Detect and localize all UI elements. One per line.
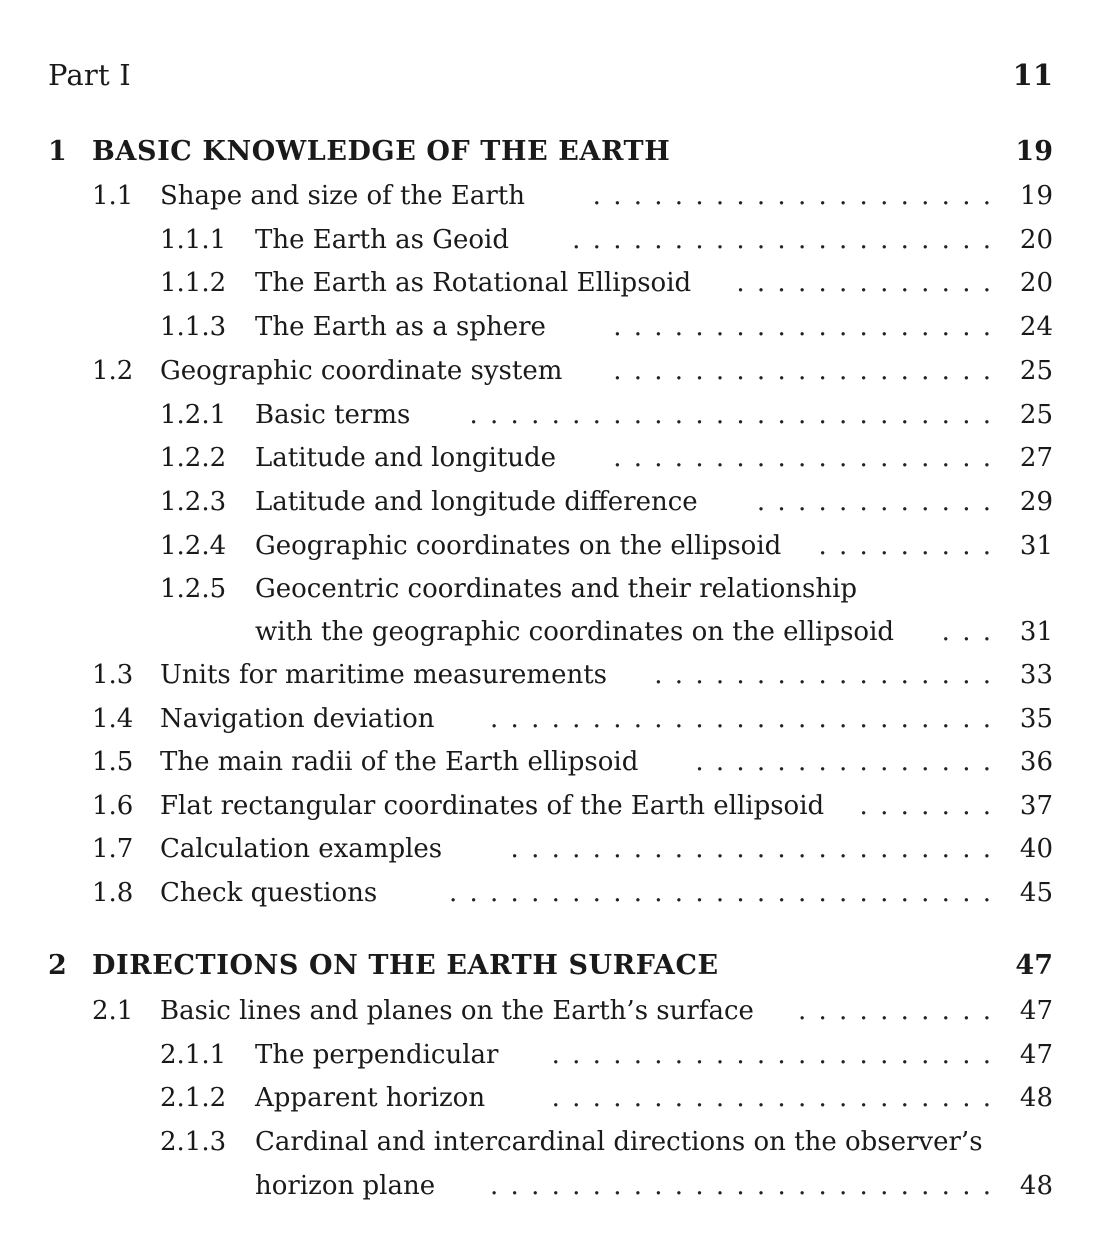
toc-entry-subsection[interactable] [0, 1122, 1109, 1162]
toc-entry-title: DIRECTIONS ON THE EARTH SURFACE [92, 950, 719, 981]
toc-entry-section[interactable] [0, 991, 1109, 1031]
toc-entry-page-number: 47 [1019, 1040, 1053, 1070]
toc-entry-page-number: 25 [1019, 400, 1053, 430]
toc-entry-number: 1.2 [92, 356, 134, 386]
dot-leader: . . . . . . . . . . . . . . . . . . . . . [572, 225, 991, 255]
toc-entry-page-number: 31 [1019, 531, 1053, 561]
dot-leader: . . . . . . . . . . [797, 996, 991, 1026]
toc-entry-title: with the geographic coordinates on the ellipsoid [255, 617, 895, 647]
toc-entry-subsection[interactable] [0, 1078, 1109, 1118]
dot-leader: . . . . . . . . . . . . . . . . . . . . . . . . . . [469, 400, 991, 430]
toc-entry-title: The Earth as Geoid [255, 225, 509, 255]
toc-entry-title: Flat rectangular coordinates of the Earth ellipsoid [160, 791, 825, 821]
toc-entry-title: Shape and size of the Earth [160, 181, 526, 211]
toc-entry-page-number: 24 [1019, 312, 1053, 342]
toc-entry-page-number: 25 [1019, 356, 1053, 386]
toc-entry-page-number: 47 [1019, 996, 1053, 1026]
dot-leader: . . . [941, 617, 991, 647]
toc-entry-title: The Earth as Rotational Ellipsoid [255, 268, 692, 298]
toc-entry-page-number: 36 [1019, 747, 1053, 777]
dot-leader: . . . . . . . . . . . . . . . . . . . [613, 356, 991, 386]
toc-entry-number: 2.1.3 [160, 1127, 227, 1157]
toc-entry-section[interactable] [0, 742, 1109, 782]
toc-entry-title: Latitude and longitude [255, 443, 557, 473]
toc-entry-number: 1.1.3 [160, 312, 227, 342]
toc-entry-number: 1.2.5 [160, 574, 227, 604]
toc-entry-title: Apparent horizon [255, 1083, 486, 1113]
toc-entry-number: 1.2.2 [160, 443, 227, 473]
toc-entry-number: 1.1 [92, 181, 134, 211]
toc-entry-number: 2.1.1 [160, 1040, 227, 1070]
toc-entry-chapter[interactable] [0, 132, 1109, 172]
toc-entry-section[interactable] [0, 351, 1109, 391]
toc-entry-title: Calculation examples [160, 834, 443, 864]
toc-entry-number: 1.4 [92, 704, 134, 734]
toc-entry-number: 1.7 [92, 834, 134, 864]
toc-entry-subsection[interactable] [0, 526, 1109, 566]
toc-entry-page-number: 37 [1019, 791, 1053, 821]
dot-leader: . . . . . . . . . . . . . . . [695, 747, 991, 777]
toc-entry-cont[interactable] [0, 612, 1109, 652]
toc-entry-title: The perpendicular [255, 1040, 499, 1070]
toc-entry-number: 1.5 [92, 747, 134, 777]
dot-leader: . . . . . . . . . . . . . . . . . . . . [592, 181, 991, 211]
toc-entry-title: The Earth as a sphere [255, 312, 546, 342]
toc-entry-subsection[interactable] [0, 1035, 1109, 1075]
dot-leader: . . . . . . . . . . . . [756, 487, 991, 517]
part-title: Part I [48, 58, 131, 92]
toc-entry-number: 1.2.4 [160, 531, 227, 561]
toc-entry-title: Units for maritime measurements [160, 660, 607, 690]
toc-entry-title: Latitude and longitude difference [255, 487, 698, 517]
toc-entry-subsection[interactable] [0, 263, 1109, 303]
toc-entry-number: 1.1.1 [160, 225, 227, 255]
toc-entry-chapter[interactable] [0, 946, 1109, 986]
toc-entry-page-number: 20 [1019, 268, 1053, 298]
toc-entry-page-number: 47 [1015, 950, 1053, 981]
dot-leader: . . . . . . . . . . . . . [736, 268, 991, 298]
toc-entry-section[interactable] [0, 176, 1109, 216]
toc-entry-page-number: 33 [1019, 660, 1053, 690]
toc-entry-number: 2.1 [92, 996, 134, 1026]
toc-entry-page-number: 29 [1019, 487, 1053, 517]
toc-entry-subsection[interactable] [0, 395, 1109, 435]
toc-entry-number: 1.3 [92, 660, 134, 690]
toc-entry-number: 1.2.3 [160, 487, 227, 517]
toc-entry-subsection[interactable] [0, 482, 1109, 522]
dot-leader: . . . . . . . . . [818, 531, 991, 561]
dot-leader: . . . . . . . . . . . . . . . . . . . . . . . . . . . [448, 878, 991, 908]
toc-entry-subsection[interactable] [0, 220, 1109, 260]
toc-entry-subsection[interactable] [0, 307, 1109, 347]
dot-leader: . . . . . . . . . . . . . . . . . . . . . . . . . [490, 1171, 991, 1201]
toc-entry-subsection[interactable] [0, 438, 1109, 478]
dot-leader: . . . . . . . . . . . . . . . . . . . . . . [551, 1083, 991, 1113]
toc-entry-number: 1.2.1 [160, 400, 227, 430]
toc-entry-page-number: 27 [1019, 443, 1053, 473]
toc-entry-number: 1.6 [92, 791, 134, 821]
toc-entry-title: Geographic coordinate system [160, 356, 563, 386]
toc-entry-section[interactable] [0, 786, 1109, 826]
toc-entry-title: Geocentric coordinates and their relationship [255, 574, 858, 604]
toc-entry-page-number: 45 [1019, 878, 1053, 908]
toc-entry-title: The main radii of the Earth ellipsoid [160, 747, 639, 777]
toc-entry-title: Check questions [160, 878, 378, 908]
toc-entry-number: 2 [48, 950, 67, 981]
toc-entry-title: Basic lines and planes on the Earth’s surface [160, 996, 754, 1026]
toc-entry-title: horizon plane [255, 1171, 436, 1201]
dot-leader: . . . . . . . . . . . . . . . . . . . . . . . . . [490, 704, 991, 734]
toc-entry-page-number: 40 [1019, 834, 1053, 864]
toc-entry-section[interactable] [0, 655, 1109, 695]
toc-entry-section[interactable] [0, 873, 1109, 913]
part-page-number: 11 [1012, 58, 1053, 92]
dot-leader: . . . . . . . [859, 791, 991, 821]
toc-entry-title: Geographic coordinates on the ellipsoid [255, 531, 782, 561]
toc-entry-page-number: 31 [1019, 617, 1053, 647]
dot-leader: . . . . . . . . . . . . . . . . . . . [613, 312, 991, 342]
toc-entry-page-number: 20 [1019, 225, 1053, 255]
toc-entry-title: BASIC KNOWLEDGE OF THE EARTH [92, 136, 671, 167]
toc-entry-title: Cardinal and intercardinal directions on the observer’s [255, 1127, 983, 1157]
toc-entry-section[interactable] [0, 829, 1109, 869]
toc-entry-page-number: 19 [1019, 181, 1053, 211]
toc-entry-cont[interactable] [0, 1166, 1109, 1206]
toc-entry-number: 2.1.2 [160, 1083, 227, 1113]
toc-entry-page-number: 48 [1019, 1083, 1053, 1113]
toc-entry-title: Basic terms [255, 400, 411, 430]
toc-entry-page-number: 48 [1019, 1171, 1053, 1201]
toc-entry-page-number: 19 [1015, 136, 1053, 167]
toc-entry-number: 1.8 [92, 878, 134, 908]
toc-entry-section[interactable] [0, 699, 1109, 739]
toc-entry-page-number: 35 [1019, 704, 1053, 734]
dot-leader: . . . . . . . . . . . . . . . . . [654, 660, 991, 690]
dot-leader: . . . . . . . . . . . . . . . . . . . . . . [551, 1040, 991, 1070]
toc-entry-number: 1.1.2 [160, 268, 227, 298]
part-heading [48, 58, 1053, 98]
toc-entry-number: 1 [48, 136, 67, 167]
dot-leader: . . . . . . . . . . . . . . . . . . . [613, 443, 991, 473]
toc-entry-subsection[interactable] [0, 569, 1109, 609]
dot-leader: . . . . . . . . . . . . . . . . . . . . . . . . [510, 834, 991, 864]
toc-entry-title: Navigation deviation [160, 704, 435, 734]
